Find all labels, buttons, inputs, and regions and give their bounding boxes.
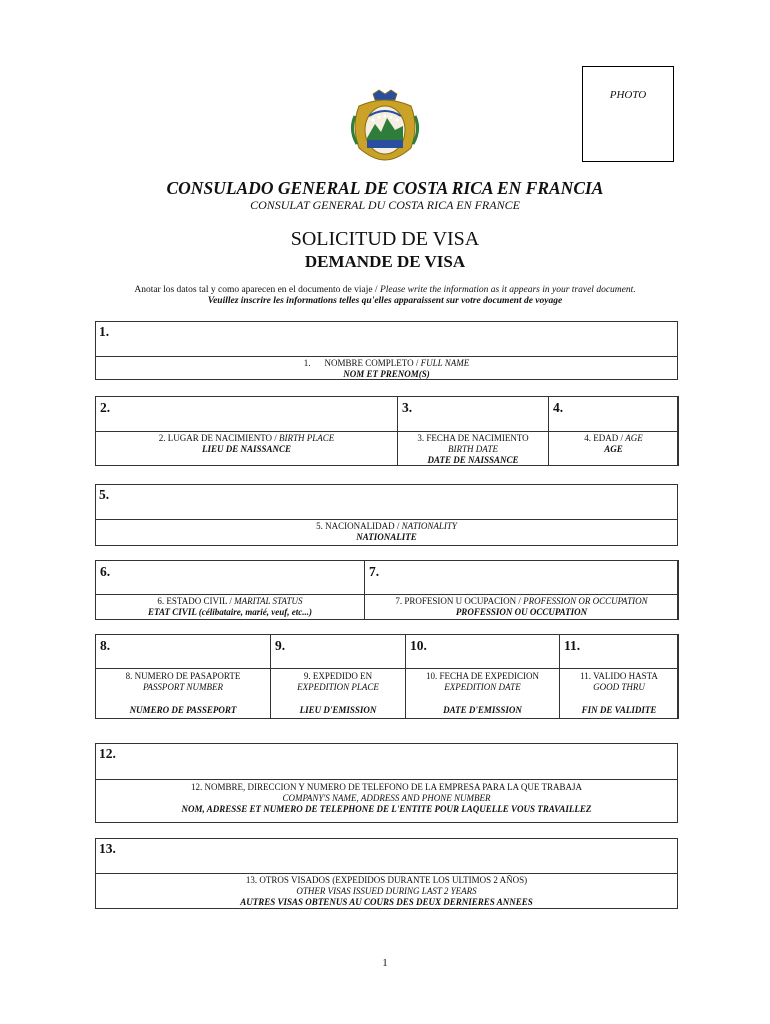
label-en: OTHER VISAS ISSUED DURING LAST 2 YEARS — [296, 886, 477, 896]
label-en: NATIONALITY — [401, 521, 457, 531]
section-full-name — [95, 321, 678, 380]
field-number: 4. — [553, 400, 564, 415]
form-title-es: SOLICITUD DE VISA — [290, 228, 480, 250]
label-en: MARITAL STATUS — [234, 596, 303, 606]
age-input-area[interactable] — [548, 396, 679, 432]
label-es: 8. NUMERO DE PASAPORTE — [125, 671, 241, 681]
expedition-date-label — [406, 671, 559, 693]
section-passport — [95, 634, 678, 719]
label-fr: NOM ET PRENOM(S) — [343, 369, 430, 379]
field-number: 3. — [402, 400, 413, 415]
section-nationality — [95, 484, 678, 546]
field-number: 13. — [99, 841, 116, 856]
label-en: GOOD THRU — [593, 682, 645, 692]
label-es: 13. OTROS VISADOS (EXPEDIDOS DURANTE LOS ULTIMOS 2 AÑOS) — [245, 875, 528, 885]
label-fr: ETAT CIVIL (célibataire, marié, veuf, etc...) — [148, 607, 312, 617]
field-number: 11. — [564, 638, 581, 653]
label-fr: NATIONALITE — [356, 532, 417, 542]
birth-date-label — [398, 433, 548, 466]
instruction-line — [0, 285, 770, 295]
marital-status-label-cell — [95, 594, 365, 620]
label-es: 5. NACIONALIDAD / — [316, 521, 402, 531]
label-fr: FIN DE VALIDITE — [581, 705, 657, 715]
profession-label-cell — [364, 594, 679, 620]
valid-until-label — [560, 671, 678, 693]
field-number: 2. — [100, 400, 111, 415]
nationality-label — [96, 521, 677, 543]
valid-until-input-area[interactable] — [559, 634, 679, 669]
consulate-title-fr: CONSULAT GENERAL DU COSTA RICA EN FRANCE — [250, 198, 520, 212]
costa-rica-coat-of-arms-icon — [345, 86, 425, 162]
expedition-place-label — [271, 671, 405, 693]
field-number: 9. — [275, 638, 286, 653]
label-en: BIRTH PLACE — [279, 433, 335, 443]
field-number: 8. — [100, 638, 111, 653]
instruction-fr: Veuillez inscrire les informations telles qu'elles apparaissent sur votre document de voyage — [207, 296, 563, 306]
label-es: 7. PROFESION U OCUPACION / — [395, 596, 524, 606]
full-name-label — [96, 358, 677, 380]
label-en: EXPEDITION DATE — [444, 682, 521, 692]
birth-date-label-cell — [397, 431, 549, 466]
label-en: FULL NAME — [420, 358, 470, 368]
profession-label — [365, 596, 678, 618]
field-number: 7. — [369, 564, 380, 579]
photo-label: PHOTO — [609, 89, 647, 101]
full-name-input-area[interactable] — [95, 321, 678, 357]
label-en: AGE — [625, 433, 643, 443]
birth-place-input-area[interactable] — [95, 396, 398, 432]
birth-place-label — [96, 433, 397, 455]
instruction-es: Anotar los datos tal y como aparecen en el documento de viaje / — [134, 285, 380, 295]
label-es: 12. NOMBRE, DIRECCION Y NUMERO DE TELEFONO DE LA EMPRESA PARA LA QUE TRABAJA — [191, 782, 582, 792]
passport-number-input-area[interactable] — [95, 634, 271, 669]
label-es: 3. FECHA DE NACIMIENTO — [417, 433, 529, 443]
age-label-cell — [548, 431, 679, 466]
label-fr: AGE — [604, 444, 623, 454]
label-en: COMPANY'S NAME, ADDRESS AND PHONE NUMBER — [282, 793, 491, 803]
instruction-en: Please write the information as it appears in your travel document. — [379, 285, 636, 295]
label-es: 2. LUGAR DE NACIMIENTO / — [158, 433, 280, 443]
age-label — [549, 433, 678, 455]
section-civil-profession — [95, 560, 678, 620]
profession-input-area[interactable] — [364, 560, 679, 595]
label-es: 6. ESTADO CIVIL / — [157, 596, 235, 606]
label-en: EXPEDITION PLACE — [297, 682, 379, 692]
page-number: 1 — [382, 957, 388, 969]
label-es: NOMBRE COMPLETO / — [324, 358, 421, 368]
form-title-fr: DEMANDE DE VISA — [304, 252, 466, 271]
label-en: BIRTH DATE — [448, 444, 498, 454]
label-fr: DATE DE NAISSANCE — [427, 455, 519, 465]
expedition-date-label-cell — [405, 668, 560, 719]
label-en: PASSPORT NUMBER — [143, 682, 223, 692]
label-es: 10. FECHA DE EXPEDICION — [425, 671, 539, 681]
label-fr: NOM, ADRESSE ET NUMERO DE TELEPHONE DE L'ENTITE POUR LAQUELLE VOUS TRAVAILLEZ — [181, 804, 592, 814]
other-visas-input-area[interactable] — [95, 838, 678, 874]
field-number: 6. — [100, 564, 111, 579]
section-birth — [95, 396, 678, 466]
passport-number-label — [96, 671, 270, 693]
label-fr: AUTRES VISAS OBTENUS AU COURS DES DEUX DERNIERES ANNEES — [240, 897, 533, 907]
label-fr: PROFESSION OU OCCUPATION — [455, 607, 588, 617]
field-number: 1. — [99, 324, 110, 339]
label-en: PROFESSION OR OCCUPATION — [523, 596, 648, 606]
expedition-place-label-cell — [270, 668, 406, 719]
field-number: 12. — [99, 746, 116, 761]
other-visas-label — [96, 875, 677, 908]
nationality-input-area[interactable] — [95, 484, 678, 520]
employer-input-area[interactable] — [95, 743, 678, 780]
label-es: 4. EDAD / — [584, 433, 626, 443]
photo-box — [582, 66, 674, 162]
label-fr: LIEU D'EMISSION — [299, 705, 377, 715]
label-fr: DATE D'EMISSION — [443, 705, 522, 715]
section-other-visas — [95, 838, 678, 909]
field-number: 5. — [99, 487, 110, 502]
employer-label — [96, 782, 677, 815]
marital-status-label — [96, 596, 364, 618]
section-employer — [95, 743, 678, 823]
label-es: 11. VALIDO HASTA — [580, 671, 658, 681]
birth-date-input-area[interactable] — [397, 396, 549, 432]
expedition-place-input-area[interactable] — [270, 634, 406, 669]
birth-place-label-cell — [95, 431, 398, 466]
marital-status-input-area[interactable] — [95, 560, 365, 595]
valid-until-label-cell — [559, 668, 679, 719]
passport-number-label-cell — [95, 668, 271, 719]
label-es: 9. EXPEDIDO EN — [303, 671, 373, 681]
field-number: 10. — [410, 638, 427, 653]
expedition-date-input-area[interactable] — [405, 634, 560, 669]
label-fr: LIEU DE NAISSANCE — [201, 444, 292, 454]
consulate-title-es: CONSULADO GENERAL DE COSTA RICA EN FRANCIA — [166, 178, 604, 198]
label-prefix: 1. — [303, 358, 311, 368]
label-fr: NUMERO DE PASSEPORT — [129, 705, 237, 715]
